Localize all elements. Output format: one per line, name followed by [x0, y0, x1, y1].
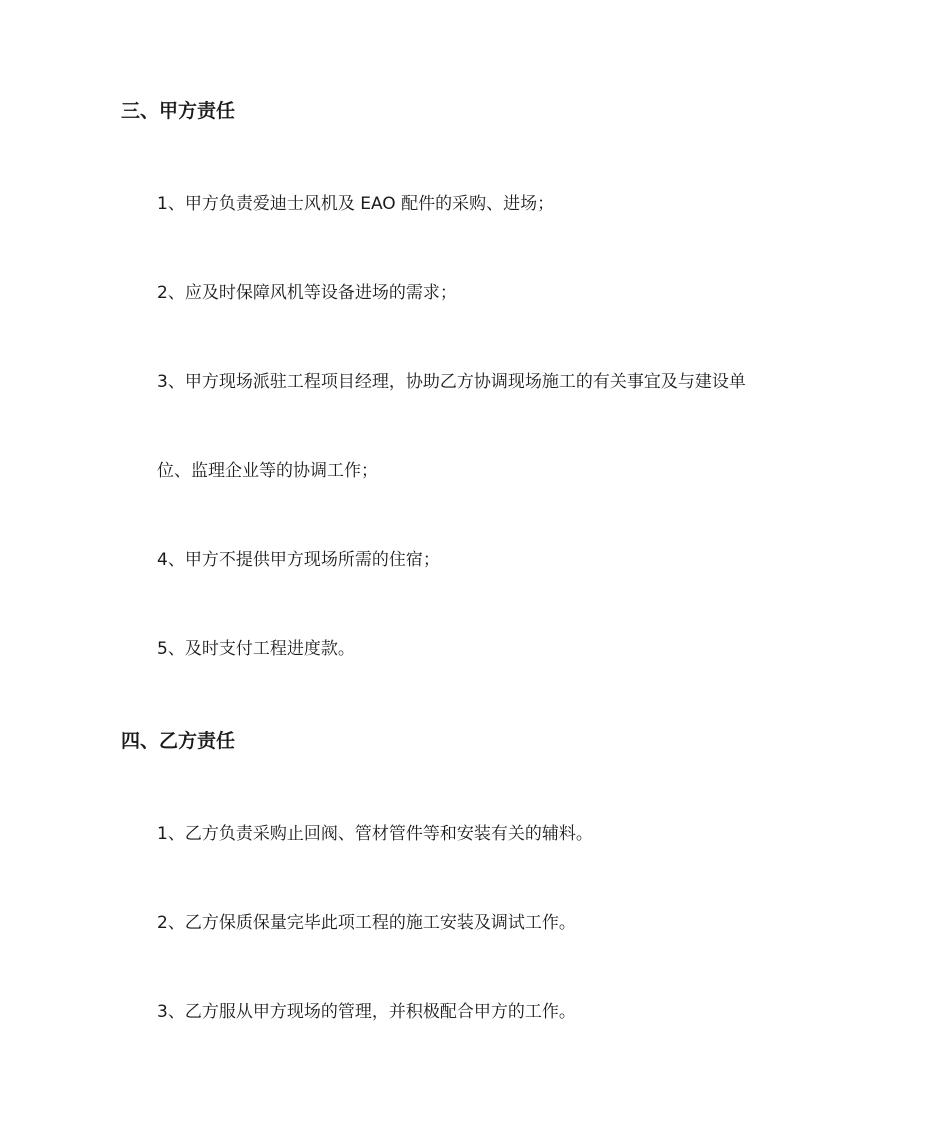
section-heading-party-b: 四、乙方责任 — [121, 730, 236, 752]
party-a-item-2: 2、应及时保障风机等设备进场的需求； — [157, 283, 457, 303]
party-b-item-3: 3、乙方服从甲方现场的管理，并积极配合甲方的工作。 — [157, 1002, 576, 1022]
party-b-item-1: 1、乙方负责采购止回阀、管材管件等和安装有关的辅料。 — [157, 824, 593, 844]
party-b-item-2: 2、乙方保质保量完毕此项工程的施工安装及调试工作。 — [157, 913, 576, 933]
party-a-item-3-continued: 位、监理企业等的协调工作； — [157, 461, 378, 481]
party-a-item-3: 3、甲方现场派驻工程项目经理，协助乙方协调现场施工的有关事宜及与建设单 — [157, 372, 746, 392]
party-a-item-1: 1、甲方负责爱迪士风机及 EAO 配件的采购、进场； — [157, 194, 555, 214]
section-heading-party-a: 三、甲方责任 — [121, 100, 236, 122]
party-a-item-4: 4、甲方不提供甲方现场所需的住宿； — [157, 550, 440, 570]
party-a-item-5: 5、及时支付工程进度款。 — [157, 639, 355, 659]
